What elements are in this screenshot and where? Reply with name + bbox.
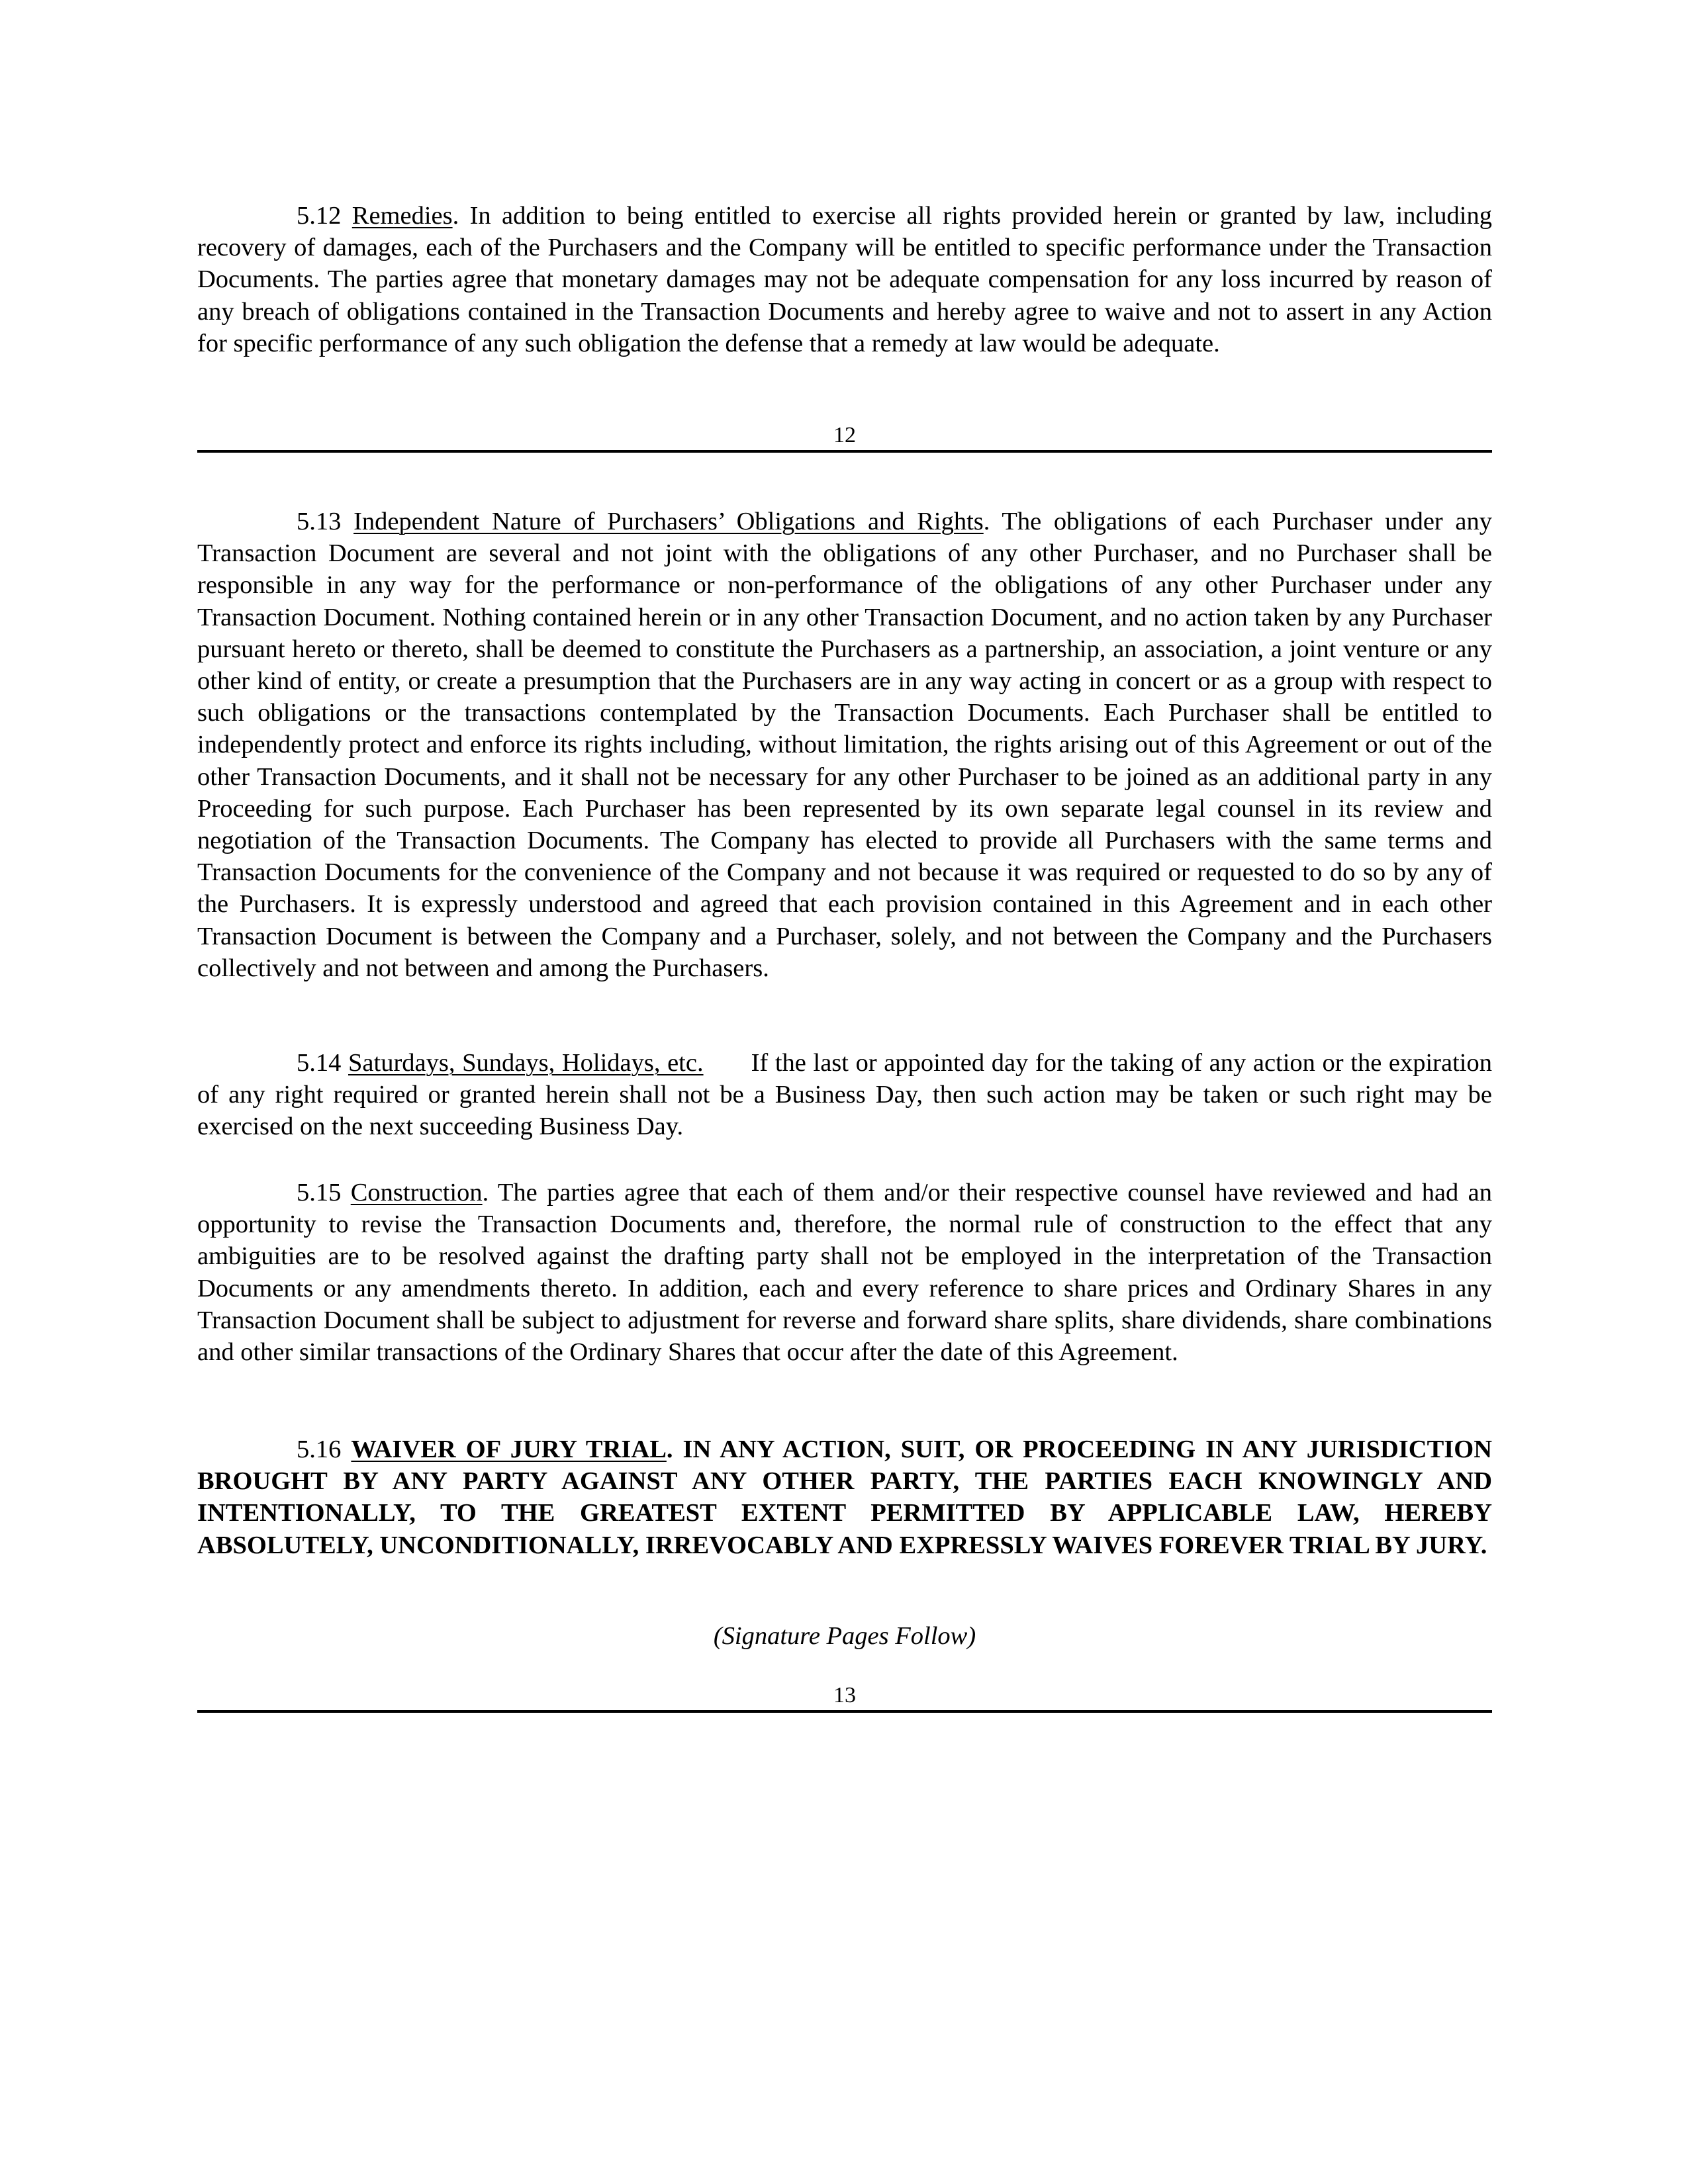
section-5-16 [197, 1433, 1492, 1561]
section-title: Independent Nature of Purchasers’ Obligations and Rights [353, 508, 984, 535]
page-divider [197, 450, 1492, 453]
section-number: 5.12 [297, 202, 342, 230]
section-body: . In addition to being entitled to exercise all rights provided herein or granted by law, including recovery of damages, each of the Purchasers and the Company will be entitled to specific performance under the Transaction Documents. The parties agree that monetary damages may not be adequate compensation for any loss incurred by reason of any breach of obligations contained in the Transaction Documents and hereby agree to waive and not to assert in any Action for specific performance of any such obligation the defense that a remedy at law would be adequate. [197, 202, 1493, 357]
page-number-12: 12 [833, 423, 856, 447]
page-number-13: 13 [833, 1683, 856, 1707]
section-number: 5.16 [297, 1435, 342, 1463]
section-5-14 [197, 1047, 1492, 1143]
section-number: 5.13 [297, 508, 342, 535]
section-5-13 [197, 506, 1492, 984]
section-title: Saturdays, Sundays, Holidays, etc. [348, 1049, 704, 1077]
section-body: . The obligations of each Purchaser under any Transaction Document are several and not joint with the obligations of any other Purchaser, and no Purchaser shall be responsible in any way for the performance or non-performance of the obligations of any other Purchaser under any Transaction Document. Nothing contained herein or in any other Transaction Document, and no action taken by any Purchaser pursuant hereto or thereto, shall be deemed to constitute the Purchasers as a partnership, an association, a joint venture or any other kind of entity, or create a presumption that the Purchasers are in any way acting in concert or as a group with respect to such obligations or the transactions contemplated by the Transaction Documents. Each Purchaser shall be entitled to independently protect and enforce its rights including, without limitation, the rights arising out of this Agreement or out of the other Transaction Documents, and it shall not be necessary for any other Purchaser to be joined as an additional party in any Proceeding for such purpose. Each Purchaser has been represented by its own separate legal counsel in its review and negotiation of the Transaction Documents. The Company has elected to provide all Purchasers with the same terms and Transaction Documents for the convenience of the Company and not because it was required or requested to do so by any of the Purchasers. It is expressly understood and agreed that each provision contained in this Agreement and in each other Transaction Document is between the Company and a Purchaser, solely, and not between the Company and the Purchasers collectively and not between and among the Purchasers. [197, 508, 1493, 982]
section-body: . The parties agree that each of them and/or their respective counsel have reviewed and had an opportunity to revise the Transaction Documents and, therefore, the normal rule of construction to the effect that any ambiguities are to be resolved against the drafting party shall not be employed in the interpretation of the Transaction Documents or any amendments thereto. In addition, each and every reference to share prices and Ordinary Shares in any Transaction Document shall be subject to adjustment for reverse and forward share splits, share dividends, share combinations and other similar transactions of the Ordinary Shares that occur after the date of this Agreement. [197, 1179, 1492, 1367]
page-divider [197, 1710, 1492, 1713]
section-title: Construction [350, 1179, 483, 1206]
section-5-15 [197, 1177, 1492, 1368]
section-number: 5.15 [297, 1179, 342, 1206]
section-body: . IN ANY ACTION, SUIT, OR PROCEEDING IN ANY JURISDICTION BROUGHT BY ANY PARTY AGAINST ANY OTHER PARTY, THE PARTIES EACH KNOWINGLY AND INTENTIONALLY, TO THE GREATEST EXTENT PERMITTED BY APPLICABLE LAW, HEREBY ABSOLUTELY, UNCONDITIONALLY, IRREVOCABLY AND EXPRESSLY WAIVES FOREVER TRIAL BY JURY. [197, 1435, 1493, 1559]
section-number: 5.14 [297, 1049, 342, 1077]
section-title: WAIVER OF JURY TRIAL [351, 1435, 667, 1463]
signature-pages-note: (Signature Pages Follow) [713, 1622, 976, 1650]
section-5-12 [197, 200, 1492, 359]
section-body: If the last or appointed day for the taking of any action or the expiration of any right required or granted herein shall not be a Business Day, then such action may be taken or such right may be exercised on the next succeeding Business Day. [197, 1049, 1492, 1141]
section-title: Remedies [352, 202, 453, 230]
